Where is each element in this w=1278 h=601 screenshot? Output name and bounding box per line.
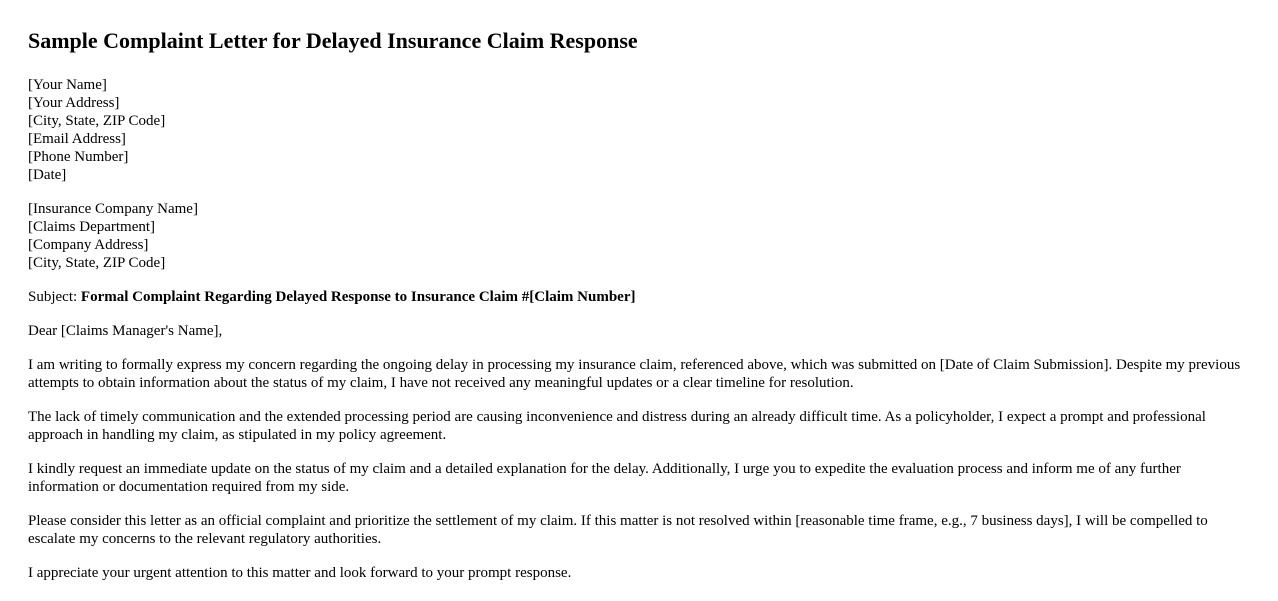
recipient-company: [Insurance Company Name] bbox=[28, 201, 198, 217]
sender-city-state-zip: [City, State, ZIP Code] bbox=[28, 113, 166, 129]
body-paragraph-3: I kindly request an immediate update on the status of my claim and a detailed explanation for the delay. Additionally, I urge you to expedite the evaluation process and inform me of any further information or documentation required from my side. bbox=[28, 461, 1181, 495]
body-paragraph-2: The lack of timely communication and the extended processing period are causing inconvenience and distress during an already difficult time. As a policyholder, I expect a prompt and professional approach in handling my claim, as stipulated in my policy agreement. bbox=[28, 409, 1206, 443]
body-paragraph-5: I appreciate your urgent attention to this matter and look forward to your prompt response. bbox=[28, 565, 572, 581]
salutation: Dear [Claims Manager's Name], bbox=[28, 323, 223, 339]
sender-email: [Email Address] bbox=[28, 131, 126, 147]
body-paragraph-1: I am writing to formally express my concern regarding the ongoing delay in processing my insurance claim, referenced above, which was submitted on [Date of Claim Submission]. Despite my previous attempts to obtain information about the status of my claim, I have not received any meaningful updates or a clear timeline for resolution. bbox=[28, 357, 1241, 391]
subject-label: Subject: bbox=[28, 289, 81, 305]
sender-phone: [Phone Number] bbox=[28, 149, 129, 165]
recipient-address: [Company Address] bbox=[28, 237, 149, 253]
sender-name: [Your Name] bbox=[28, 77, 107, 93]
subject-line bbox=[28, 288, 1250, 306]
body-paragraph-4: Please consider this letter as an official complaint and prioritize the settlement of my claim. If this matter is not resolved within [reasonable time frame, e.g., 7 business days], I will be compelled to escalate my concerns to the relevant regulatory authorities. bbox=[28, 513, 1208, 547]
page-title: Sample Complaint Letter for Delayed Insurance Claim Response bbox=[28, 28, 638, 53]
sender-address: [Your Address] bbox=[28, 95, 120, 111]
recipient-department: [Claims Department] bbox=[28, 219, 156, 235]
subject-text: Formal Complaint Regarding Delayed Response to Insurance Claim #[Claim Number] bbox=[80, 289, 636, 305]
sender-address-block bbox=[28, 76, 1250, 184]
recipient-city-state-zip: [City, State, ZIP Code] bbox=[28, 255, 166, 271]
letter-date: [Date] bbox=[28, 167, 67, 183]
recipient-address-block bbox=[28, 200, 1250, 272]
